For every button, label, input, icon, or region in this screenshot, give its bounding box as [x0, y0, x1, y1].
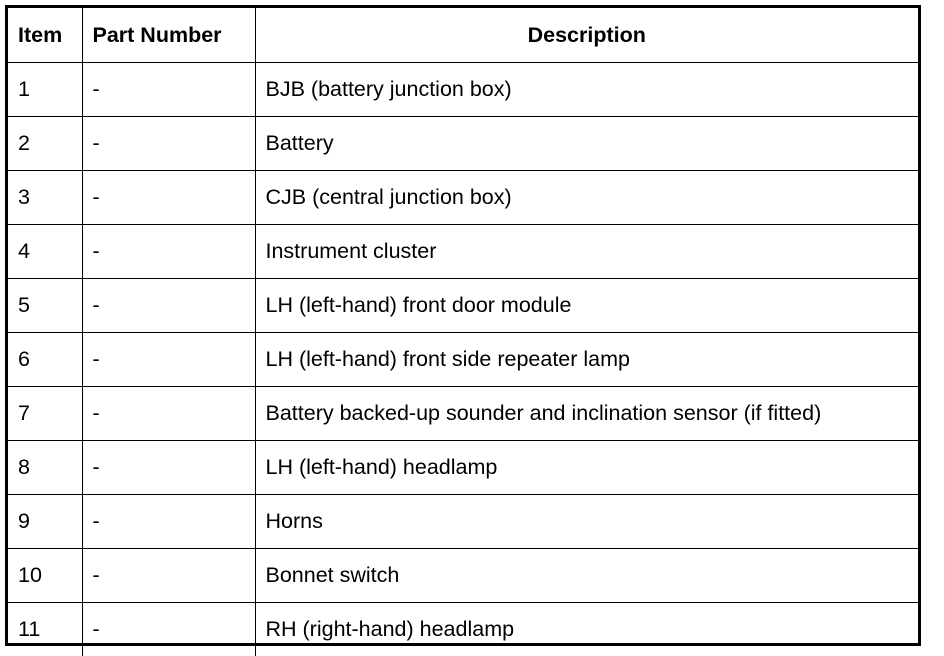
table-row — [8, 63, 918, 117]
cell-part-number: - — [82, 549, 255, 603]
cell-item: 4 — [8, 225, 82, 279]
cell-description: Battery backed-up sounder and inclination sensor (if fitted) — [255, 387, 918, 441]
table-row — [8, 225, 918, 279]
cell-part-number: - — [82, 333, 255, 387]
cell-description: BJB (battery junction box) — [255, 63, 918, 117]
cell-item: 2 — [8, 117, 82, 171]
table-row — [8, 171, 918, 225]
cell-item: 9 — [8, 495, 82, 549]
cell-description: Horns — [255, 495, 918, 549]
cell-part-number: - — [82, 387, 255, 441]
parts-table-container — [5, 5, 921, 646]
header-part-number: Part Number — [82, 8, 255, 63]
table-header-row — [8, 8, 918, 63]
cell-part-number: - — [82, 279, 255, 333]
table-row — [8, 279, 918, 333]
cell-item: 10 — [8, 549, 82, 603]
header-item: Item — [8, 8, 82, 63]
cell-description: LH (left-hand) front door module — [255, 279, 918, 333]
cell-part-number: - — [82, 171, 255, 225]
table-row — [8, 603, 918, 656]
cell-item: 8 — [8, 441, 82, 495]
cell-description: Battery — [255, 117, 918, 171]
cell-item: 1 — [8, 63, 82, 117]
table-row — [8, 495, 918, 549]
header-description: Description — [255, 8, 918, 63]
cell-description: CJB (central junction box) — [255, 171, 918, 225]
cell-item: 5 — [8, 279, 82, 333]
cell-item: 11 — [8, 603, 82, 656]
table-row — [8, 333, 918, 387]
cell-description: LH (left-hand) headlamp — [255, 441, 918, 495]
cell-description: Instrument cluster — [255, 225, 918, 279]
parts-table — [8, 8, 918, 656]
cell-item: 7 — [8, 387, 82, 441]
cell-part-number: - — [82, 117, 255, 171]
table-row — [8, 441, 918, 495]
cell-item: 3 — [8, 171, 82, 225]
table-row — [8, 549, 918, 603]
cell-description: LH (left-hand) front side repeater lamp — [255, 333, 918, 387]
cell-part-number: - — [82, 495, 255, 549]
cell-item: 6 — [8, 333, 82, 387]
cell-part-number: - — [82, 63, 255, 117]
cell-part-number: - — [82, 225, 255, 279]
table-row — [8, 387, 918, 441]
cell-description: RH (right-hand) headlamp — [255, 603, 918, 656]
cell-part-number: - — [82, 603, 255, 656]
cell-description: Bonnet switch — [255, 549, 918, 603]
cell-part-number: - — [82, 441, 255, 495]
table-row — [8, 117, 918, 171]
